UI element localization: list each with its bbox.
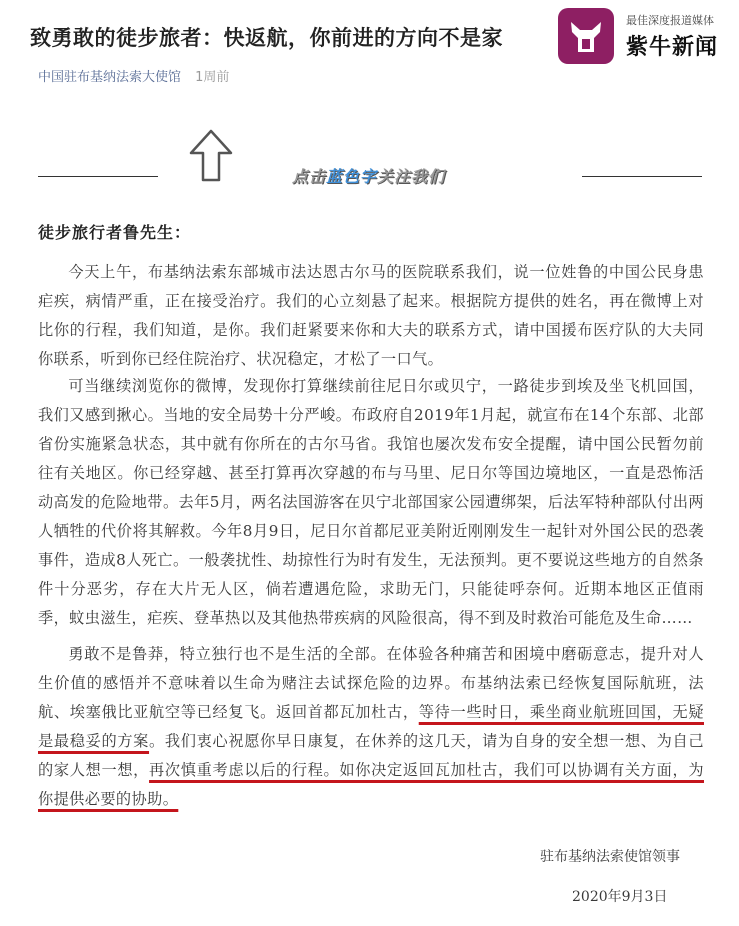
letter-date: 2020年9月3日 — [572, 889, 668, 905]
article-meta — [38, 66, 229, 85]
cta-highlight: 蓝色字 — [326, 167, 378, 186]
follow-cta[interactable] — [292, 164, 445, 187]
logo-name: 紫牛新闻 — [626, 35, 719, 60]
author-link[interactable]: 中国驻布基纳法索大使馆 — [38, 70, 182, 85]
divider-right — [582, 176, 702, 177]
letter-greeting: 徒步旅行者鲁先生： — [38, 223, 192, 242]
paragraph-3 — [38, 640, 704, 814]
article-header — [0, 0, 739, 95]
paragraph-2: 可当继续浏览你的微博，发现你打算继续前往尼日尔或贝宁，一路徒步到埃及坐飞机回国，我们又感到揪心。当地的安全局势十分严峻。布政府自2019年1月起，就宣布在14个东部、北部省份实施紧急状态，其中就有你所在的古尔马省。我馆也屡次发布安全提醒，请中国公民暂勿前往有关地区。你已经穿越、甚至打算再次穿越的布与马里、尼日尔等国边境地区，一直是恐怖活动高发的危险地带。去年5月，两名法国游客在贝宁北部国家公园遭绑架，后法军特种部队付出两人牺牲的代价将其解救。今年8月9日，尼日尔首都尼亚美附近刚刚发生一起针对外国公民的恐袭事件，造成8人死亡。一般袭扰性、劫掠性行为时有发生，无法预判。更不要说这些地方的自然条件十分恶劣，存在大片无人区，倘若遭遇危险，求助无门，只能徒呼奈何。近期本地区正值雨季，蚊虫滋生，疟疾、登革热以及其他热带疾病的风险很高，得不到及时救治可能危及生命…… — [38, 377, 704, 627]
follow-banner[interactable] — [0, 128, 739, 190]
signature: 驻布基纳法索使馆领事 — [540, 849, 680, 865]
divider-left — [38, 176, 158, 177]
highlight-underline-1: 等待一些时日，乘坐商业航班回国，无疑是最稳妥的方案 — [38, 703, 704, 750]
cta-pre: 点击 — [292, 167, 327, 186]
cta-post: 关注我们 — [377, 167, 446, 186]
highlight-underline-2: 再次慎重考虑以后的行程。如你决定返回瓦加杜古，我们可以协调有关方面，为你提供必要的协助。 — [38, 761, 704, 808]
article-title: 致勇敢的徒步旅者：快返航，你前进的方向不是家 — [30, 26, 503, 50]
logo-tagline: 最佳深度报道媒体 — [626, 14, 714, 27]
publish-time: 1周前 — [195, 70, 230, 85]
paragraph-3-text-b: 。我们衷心祝愿你早日康复，在休养的这几天，请为自身的安全想一想、为自己的家人想一想， — [38, 732, 704, 779]
paragraph-3-text-a: 勇敢不是鲁莽，特立独行也不是生活的全部。在体验各种痛苦和困境中磨砺意志，提升对人生价值的感悟并不意味着以生命为赌注去试探危险的边界。布基纳法索已经恢复国际航班，法航、埃塞俄比亚航空等已经复飞。返回首都瓦加杜古， — [38, 645, 704, 721]
up-arrow-icon — [188, 128, 234, 184]
bull-logo-icon — [558, 8, 614, 64]
paragraph-1: 今天上午，布基纳法索东部城市法达恩古尔马的医院联系我们，说一位姓鲁的中国公民身患疟疾，病情严重，正在接受治疗。我们的心立刻悬了起来。根据院方提供的姓名，再在微博上对比你的行程，我们知道，是你。我们赶紧要来你和大夫的联系方式，请中国援布医疗队的大夫同你联系，听到你已经住院治疗、状况稳定，才松了一口气。 — [38, 263, 704, 368]
media-logo — [558, 8, 728, 64]
